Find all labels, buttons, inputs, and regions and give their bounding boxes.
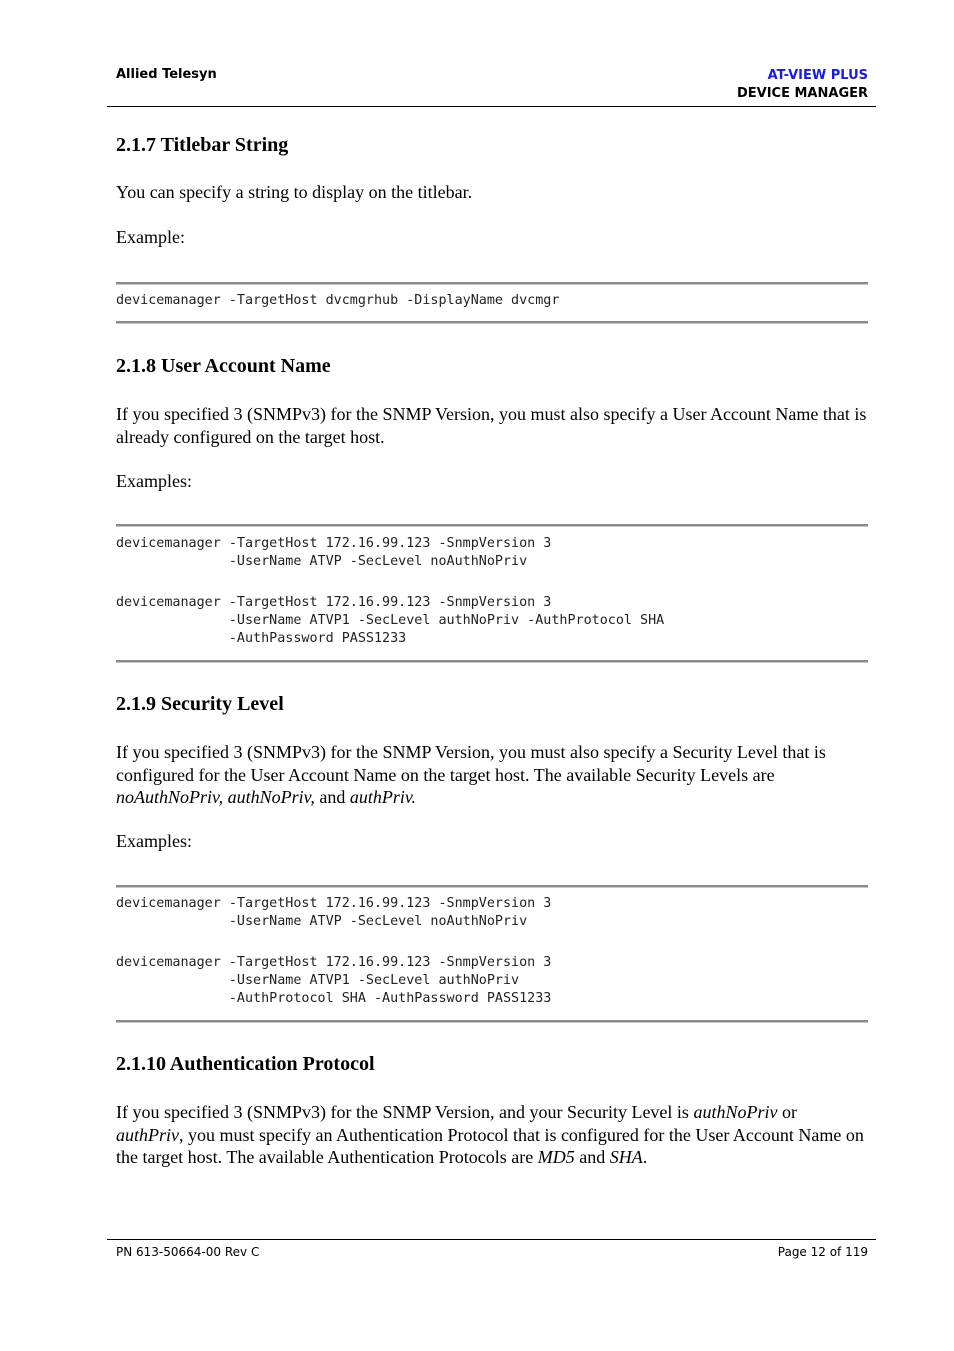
code-block-rule-bottom [116, 660, 868, 663]
section-heading-authentication-protocol: 2.1.10 Authentication Protocol [116, 1053, 375, 1075]
section-body-authentication-protocol: If you specified 3 (SNMPv3) for the SNMP Version, and your Security Level is authNoPriv or authPriv, you must specify an Authentication Protocol that is configured for the User Account Name on the target host. The available Authentication Protocols are MD5 and SHA. [116, 1102, 864, 1167]
header-divider [107, 106, 876, 107]
examples-label: Examples: [116, 471, 192, 491]
section-heading-user-account-name: 2.1.8 User Account Name [116, 355, 331, 377]
footer-divider [107, 1239, 876, 1240]
example-label: Example: [116, 227, 185, 247]
header-product [737, 67, 868, 103]
code-line: devicemanager -TargetHost 172.16.99.123 -SnmpVersion 3 [116, 536, 552, 551]
code-line: -UserName ATVP1 -SecLevel authNoPriv [116, 973, 520, 988]
code-block-user-account [116, 535, 664, 648]
section-body-user-account-name: If you specified 3 (SNMPv3) for the SNMP Version, you must also specify a User Account Name that is already configured on the target host. [116, 404, 867, 447]
code-line: -UserName ATVP -SecLevel noAuthNoPriv [116, 554, 528, 569]
footer-page-number: Page 12 of 119 [777, 1245, 868, 1259]
header-company: Allied Telesyn [116, 67, 217, 82]
code-block-security-level [116, 895, 551, 1008]
code-line: -AuthPassword PASS1233 [116, 631, 407, 646]
code-block-titlebar: devicemanager -TargetHost dvcmgrhub -DisplayName dvcmgr [116, 293, 560, 308]
code-block-rule-top [116, 885, 868, 888]
code-line: -UserName ATVP1 -SecLevel authNoPriv -AuthProtocol SHA [116, 613, 665, 628]
section-heading-titlebar-string: 2.1.7 Titlebar String [116, 134, 289, 156]
header-product-line2: DEVICE MANAGER [736, 86, 868, 101]
section-body-security-level: If you specified 3 (SNMPv3) for the SNMP Version, you must also specify a Security Level that is configured for the User Account Name on the target host. The available Security Levels are noAuthNoPriv, authNoPriv, and authPriv. [116, 742, 826, 807]
code-line: -AuthProtocol SHA -AuthPassword PASS1233 [116, 991, 552, 1006]
code-line: devicemanager -TargetHost 172.16.99.123 -SnmpVersion 3 [116, 896, 552, 911]
section-heading-security-level: 2.1.9 Security Level [116, 693, 284, 715]
code-block-rule-bottom [116, 321, 868, 324]
code-line: devicemanager -TargetHost 172.16.99.123 -SnmpVersion 3 [116, 595, 552, 610]
section-body-titlebar-string: You can specify a string to display on the titlebar. [116, 182, 473, 202]
header-product-line1: AT-VIEW PLUS [767, 68, 868, 83]
code-block-rule-bottom [116, 1020, 868, 1023]
code-block-rule-top [116, 282, 868, 285]
examples-label: Examples: [116, 831, 192, 851]
code-line: devicemanager -TargetHost 172.16.99.123 -SnmpVersion 3 [116, 955, 552, 970]
code-block-rule-top [116, 524, 868, 527]
footer-part-number: PN 613-50664-00 Rev C [116, 1245, 260, 1259]
code-line: -UserName ATVP -SecLevel noAuthNoPriv [116, 914, 528, 929]
